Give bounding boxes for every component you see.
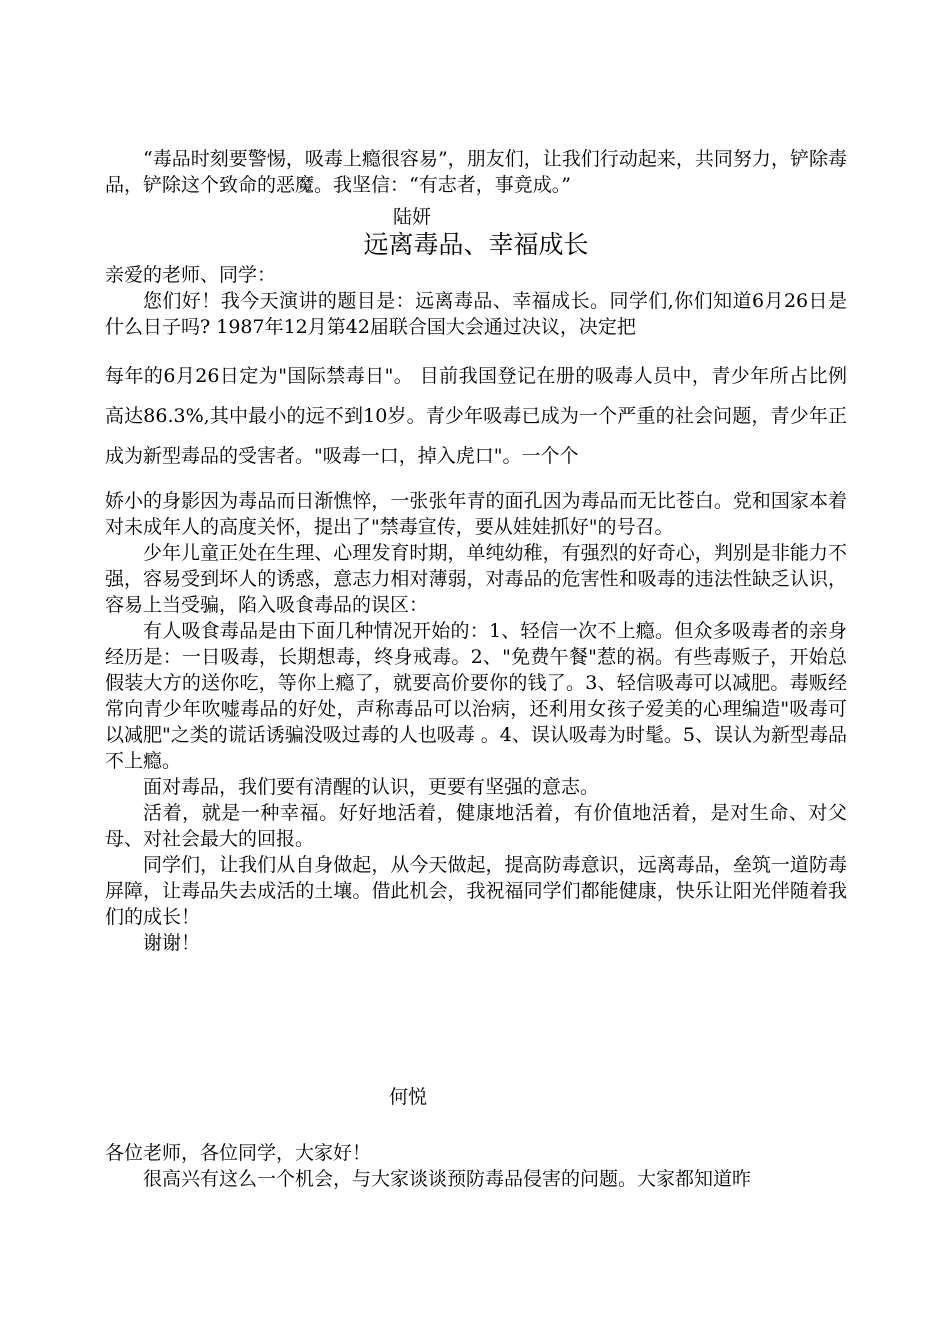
- intro-paragraph: “毒品时刻要警惕，吸毒上瘾很容易”，朋友们，让我们行动起来，共同努力，铲除毒品，铲除这个致命的恶魔。我坚信：“有志者，事竟成。”: [105, 148, 847, 196]
- speech1-paragraph-9: 谢谢！: [143, 932, 201, 954]
- speech1-salutation: 亲爱的老师、同学：: [105, 264, 277, 286]
- speech2-body: [105, 1140, 847, 1192]
- speech2-salutation: 各位老师，各位同学，大家好！: [105, 1142, 372, 1164]
- speech1-paragraph-4: 少年儿童正处在生理、心理发育时期，单纯幼稚，有强烈的好奇心，判别是非能力不强，容易受到坏人的诱惑，意志力相对薄弱，对毒品的危害性和吸毒的违法性缺乏认识，容易上当受骗，陷入吸食毒品的误区：: [105, 542, 847, 616]
- speech2-author-block: [105, 1084, 847, 1110]
- speech1-paragraph-6: 面对毒品，我们要有清醒的认识，更要有坚强的意志。: [143, 776, 600, 798]
- speech2-author: 何悦: [389, 1086, 428, 1108]
- speech1-author-block: [105, 204, 847, 230]
- speech1-author: 陆妍: [393, 206, 432, 228]
- speech1-paragraph-8: 同学们，让我们从自身做起，从今天做起，提高防毒意识，远离毒品，垒筑一道防毒屏障，让毒品失去成活的土壤。借此机会，我祝福同学们都能健康，快乐让阳光伴随着我们的成长！: [105, 854, 847, 928]
- speech1-paragraph-5: 有人吸食毒品是由下面几种情况开始的：1、轻信一次不上瘾。但众多吸毒者的亲身经历是：一日吸毒，长期想毒，终身戒毒。2、"免费午餐"惹的祸。有些毒贩子，开始总假装大方的送你吃，等你上瘾了，就要高价要你的钱了。3、轻信吸毒可以减肥。毒贩经常向青少年吹嘘毒品的好处，声称毒品可以治病，还利用女孩子爱美的心理编造"吸毒可以减肥"之类的谎话诱骗没吸过毒的人也吸毒 。4、误认吸毒为时髦。5、误认为新型毒品不上瘾。: [105, 620, 847, 772]
- speech1-body: [105, 262, 847, 340]
- speech1-paragraph-3: 娇小的身影因为毒品而日渐憔悴，一张张年青的面孔因为毒品而无比苍白。党和国家本着对未成年人的高度关怀，提出了"禁毒宣传，要从娃娃抓好"的号召。: [105, 490, 847, 538]
- intro-section: [105, 146, 847, 198]
- speech1-title-block: [105, 228, 847, 262]
- speech2-paragraph-1: 很高兴有这么一个机会，与大家谈谈预防毒品侵害的问题。大家都知道昨: [143, 1168, 752, 1190]
- speech1-body-loose: [105, 356, 847, 476]
- speech1-body-main: [105, 488, 847, 956]
- speech1-paragraph-1: 您们好！我今天演讲的题目是：远离毒品、幸福成长。同学们,你们知道6月26日是什么日子吗? 1987年12月第42届联合国大会通过决议，决定把: [105, 290, 847, 338]
- speech1-paragraph-7: 活着，就是一种幸福。好好地活着，健康地活着，有价值地活着，是对生命、对父母、对社会最大的回报。: [105, 802, 847, 850]
- speech1-title: 远离毒品、幸福成长: [363, 230, 589, 259]
- speech1-paragraph-2: 每年的6月26日定为"国际禁毒日"。 目前我国登记在册的吸毒人员中，青少年所占比例高达86.3%,其中最小的远不到10岁。青少年吸毒已成为一个严重的社会问题，青少年正成为新型毒品的受害者。"吸毒一口，掉入虎口"。一个个: [105, 365, 847, 467]
